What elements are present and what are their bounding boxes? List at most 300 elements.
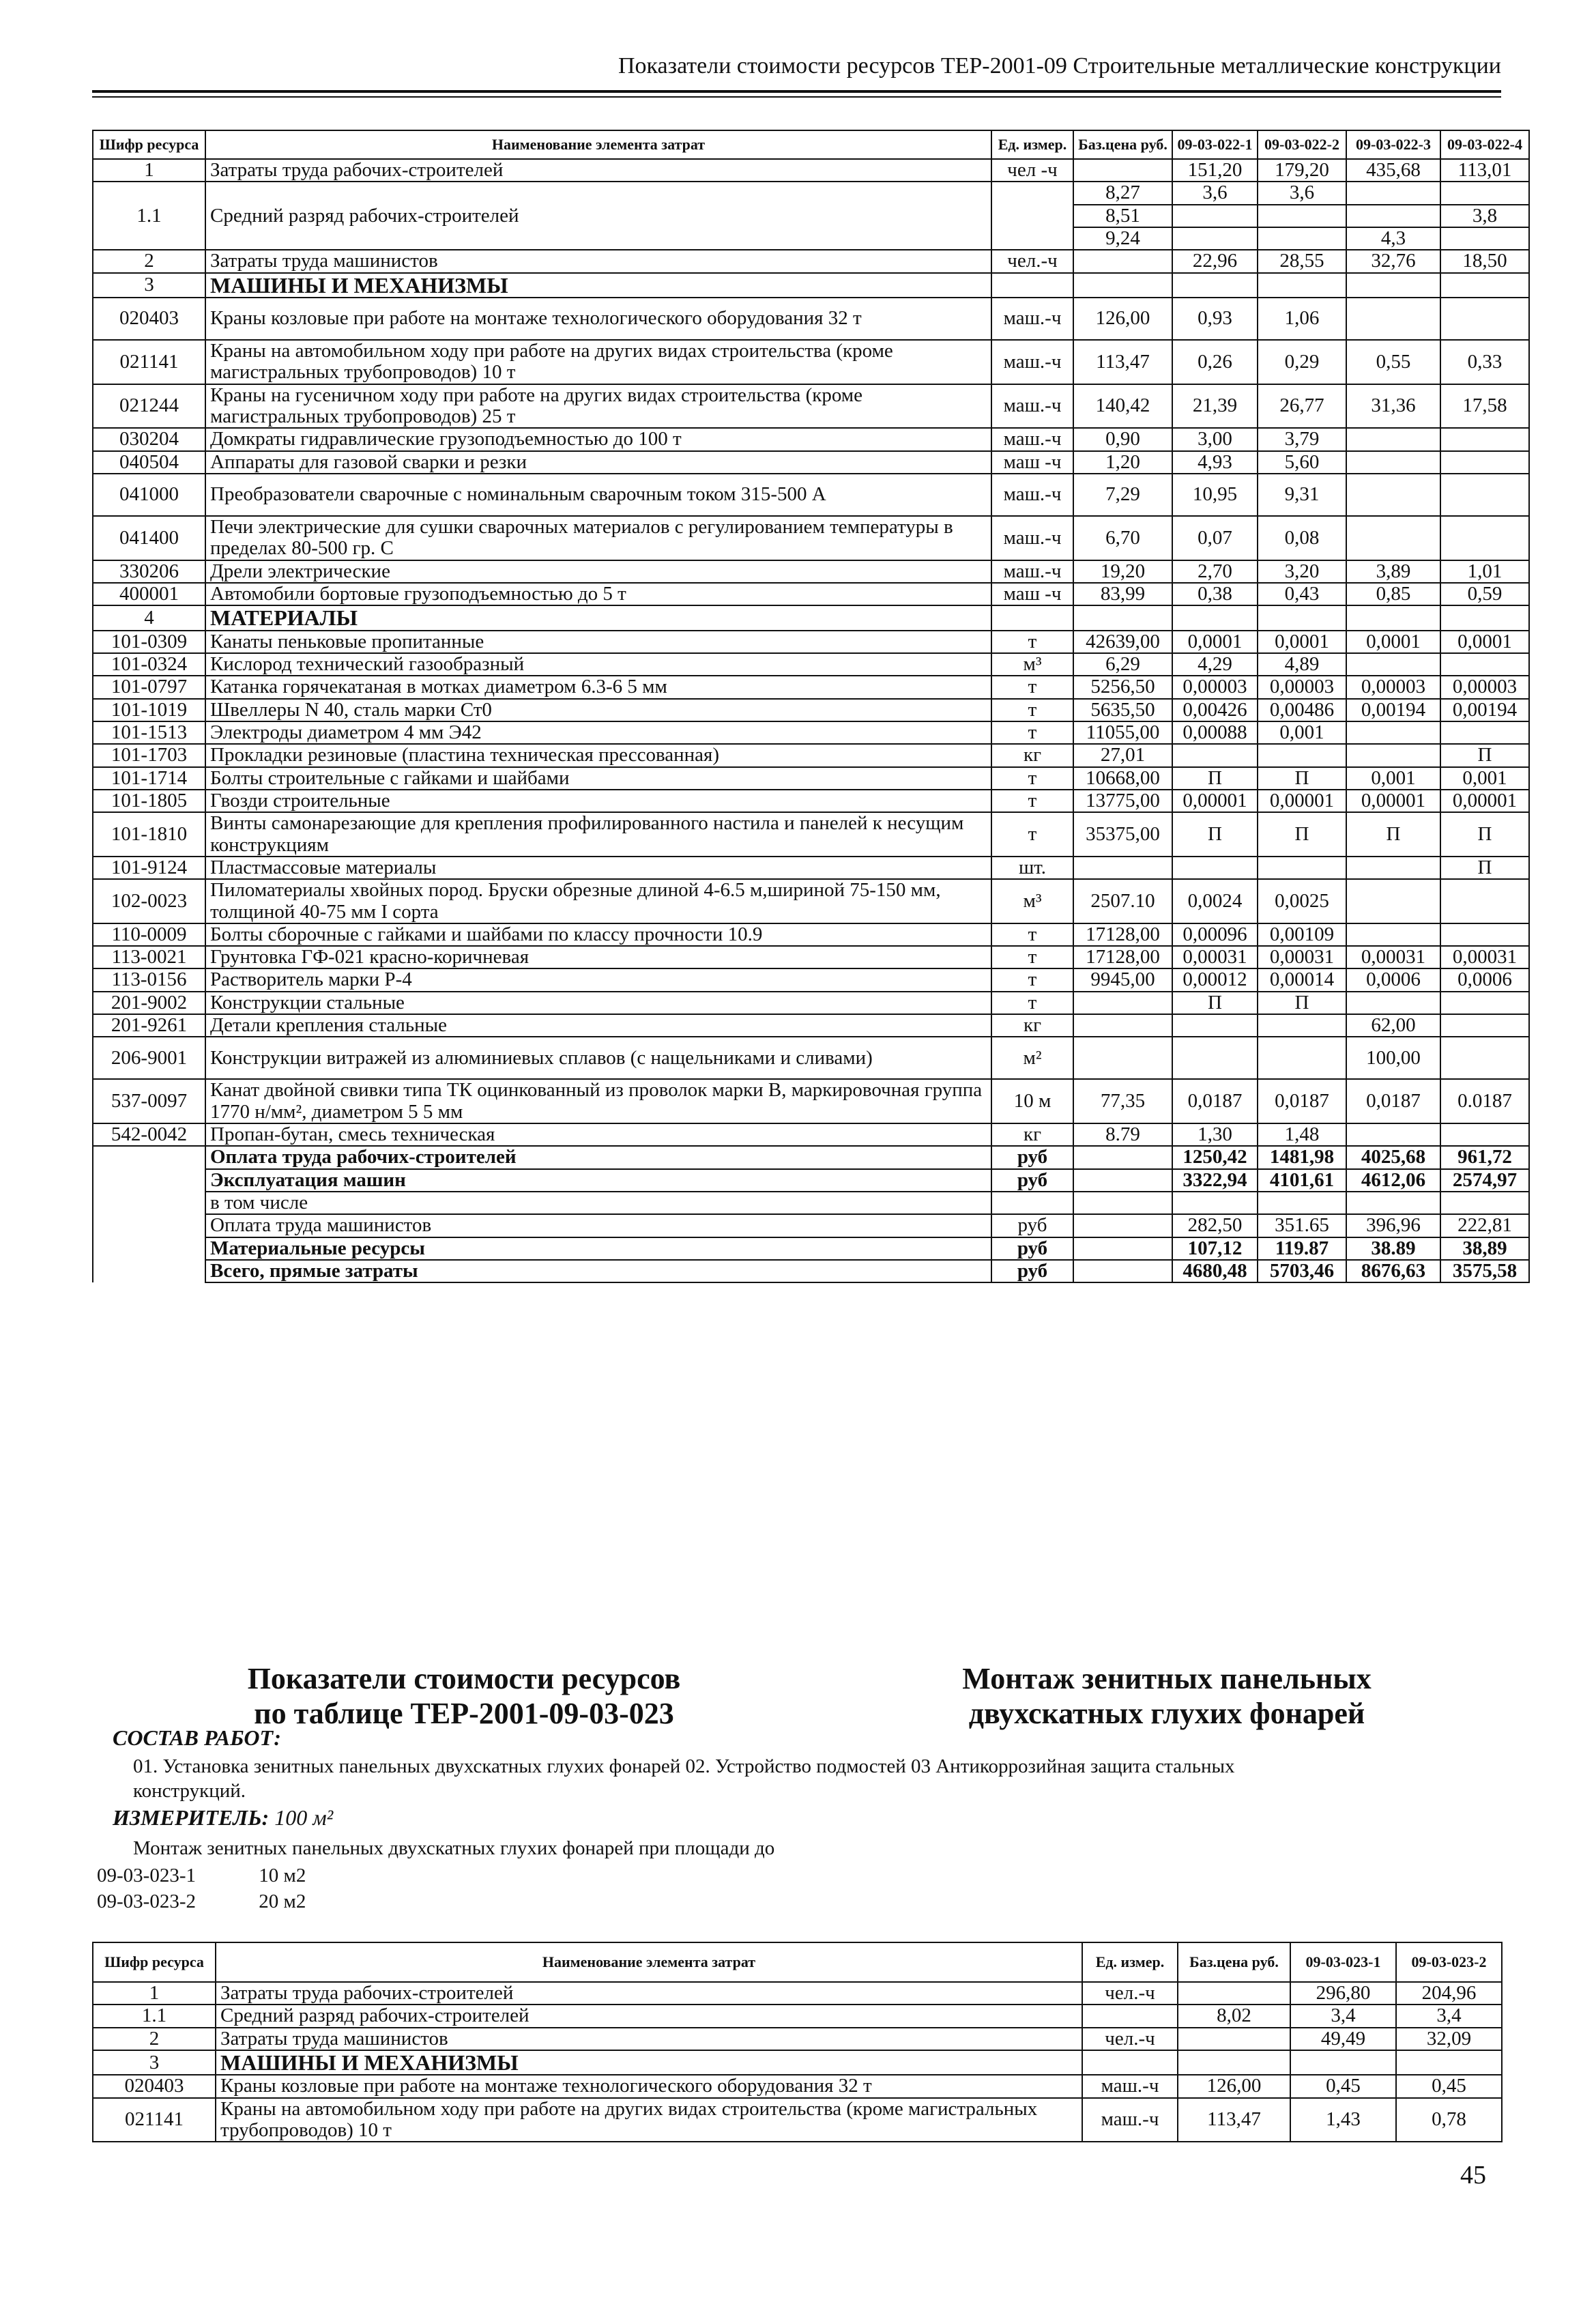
value-cell: 1481,98	[1258, 1146, 1346, 1168]
resource-code: 3	[93, 273, 205, 298]
value-cell	[1346, 516, 1440, 560]
resource-name: МАШИНЫ И МЕХАНИЗМЫ	[205, 273, 991, 298]
value-cell	[1073, 1192, 1172, 1214]
unit-cell: шт.	[991, 857, 1073, 879]
value-cell: П	[1172, 812, 1258, 857]
value-cell	[1258, 205, 1346, 227]
value-cell: 351.65	[1258, 1214, 1346, 1237]
table-header-cell: 09-03-022-2	[1258, 130, 1346, 159]
value-cell: 119.87	[1258, 1237, 1346, 1260]
resource-name: Краны на автомобильном ходу при работе на других видах строительства (кроме магистральных трубопроводов) 10 т	[205, 340, 991, 384]
resource-code: 101-1019	[93, 699, 205, 721]
value-cell: 4,89	[1258, 653, 1346, 676]
resource-name: Гвозди строительные	[205, 790, 991, 812]
value-cell	[1073, 250, 1172, 272]
value-cell	[1172, 273, 1258, 298]
value-cell	[1172, 1037, 1258, 1079]
value-cell	[1073, 159, 1172, 182]
resource-code: 537-0097	[93, 1079, 205, 1123]
value-cell: П	[1172, 992, 1258, 1014]
value-cell: 0,0001	[1172, 631, 1258, 653]
value-cell: 0,08	[1258, 516, 1346, 560]
table-row	[93, 946, 1529, 968]
meter-line	[113, 1805, 333, 1830]
resource-code: 041000	[93, 474, 205, 516]
blank-cell	[93, 1146, 205, 1168]
value-cell	[1073, 1146, 1172, 1168]
table-row	[93, 1982, 1502, 2005]
meter-label: ИЗМЕРИТЕЛЬ:	[113, 1805, 270, 1830]
unit-cell: маш -ч	[991, 451, 1073, 474]
value-cell	[1258, 1037, 1346, 1079]
unit-cell: т	[991, 923, 1073, 946]
value-cell: 1,01	[1440, 560, 1529, 583]
value-cell	[1258, 857, 1346, 879]
value-cell: 3,20	[1258, 560, 1346, 583]
unit-cell: маш.-ч	[991, 340, 1073, 384]
value-cell	[1346, 451, 1440, 474]
resource-name: Детали крепления стальные	[205, 1014, 991, 1037]
unit-cell: руб	[991, 1146, 1073, 1168]
total-label: Всего, прямые затраты	[205, 1260, 991, 1282]
value-cell: 0,00031	[1346, 946, 1440, 968]
value-cell: 5,60	[1258, 451, 1346, 474]
resource-code: 102-0023	[93, 879, 205, 923]
blank-cell	[93, 1192, 205, 1214]
table-header-cell: Шифр ресурса	[93, 1942, 216, 1982]
unit-cell	[991, 273, 1073, 298]
table-header-cell: Наименование элемента затрат	[205, 130, 991, 159]
unit-cell: маш.-ч	[991, 298, 1073, 340]
works-text	[133, 1754, 1498, 1804]
value-cell: 3,79	[1258, 428, 1346, 450]
unit-cell: кг	[991, 744, 1073, 766]
table-row	[93, 653, 1529, 676]
value-cell: 1,30	[1172, 1123, 1258, 1146]
resource-code: 1	[93, 1982, 216, 2005]
resource-name: Дрели электрические	[205, 560, 991, 583]
value-cell	[1073, 1237, 1172, 1260]
unit-cell: м³	[991, 653, 1073, 676]
resource-name: Аппараты для газовой сварки и резки	[205, 451, 991, 474]
value-cell	[1440, 227, 1529, 250]
resource-code: 542-0042	[93, 1123, 205, 1146]
unit-cell: маш.-ч	[991, 474, 1073, 516]
table-row	[93, 721, 1529, 744]
value-cell: 0,001	[1346, 767, 1440, 790]
table-header-cell: 09-03-022-1	[1172, 130, 1258, 159]
value-cell	[1440, 273, 1529, 298]
unit-cell: маш.-ч	[991, 428, 1073, 450]
resource-name: Прокладки резиновые (пластина техническая прессованная)	[205, 744, 991, 766]
value-cell: П	[1346, 812, 1440, 857]
table-row	[93, 767, 1529, 790]
value-cell: 282,50	[1172, 1214, 1258, 1237]
variant-code: 09-03-023-1	[97, 1865, 196, 1886]
value-cell: 0,00109	[1258, 923, 1346, 946]
value-cell	[1258, 273, 1346, 298]
resource-code: 113-0156	[93, 968, 205, 991]
blank-cell	[93, 1169, 205, 1192]
variant-value: 10 м2	[259, 1865, 306, 1886]
works-text-line2: конструкций.	[133, 1780, 246, 1802]
resource-name: Болты сборочные с гайками и шайбами по классу прочности 10.9	[205, 923, 991, 946]
unit-cell: т	[991, 767, 1073, 790]
value-cell: 0,29	[1258, 340, 1346, 384]
value-cell: 0,38	[1172, 583, 1258, 605]
unit-cell	[1082, 2050, 1178, 2075]
resource-code: 101-0309	[93, 631, 205, 653]
value-cell	[1346, 182, 1440, 204]
value-cell: 62,00	[1346, 1014, 1440, 1037]
resource-name: Краны козловые при работе на монтаже технологического оборудования 32 т	[205, 298, 991, 340]
value-cell: 0,00012	[1172, 968, 1258, 991]
resource-code: 101-1714	[93, 767, 205, 790]
value-cell: 0,00096	[1172, 923, 1258, 946]
value-cell	[1346, 1192, 1440, 1214]
value-cell: 17,58	[1440, 384, 1529, 429]
resource-code: 101-1805	[93, 790, 205, 812]
resource-name: Конструкции стальные	[205, 992, 991, 1014]
total-row	[93, 1192, 1529, 1214]
value-cell	[1073, 857, 1172, 879]
resource-code: 040504	[93, 451, 205, 474]
unit-cell	[991, 182, 1073, 250]
value-cell	[1346, 205, 1440, 227]
value-cell: 3,8	[1440, 205, 1529, 227]
unit-cell: чел.-ч	[991, 250, 1073, 272]
value-cell: 0,00001	[1172, 790, 1258, 812]
table-row	[93, 1037, 1529, 1079]
value-cell: 0,00486	[1258, 699, 1346, 721]
value-cell: 35375,00	[1073, 812, 1172, 857]
value-cell: 4680,48	[1172, 1260, 1258, 1282]
resource-code: 1.1	[93, 2005, 216, 2027]
resource-name: Канат двойной свивки типа ТК оцинкованный из проволок марки В, маркировочная группа 1770 н/мм², диаметром 5 5 мм	[205, 1079, 991, 1123]
table-row	[93, 2075, 1502, 2097]
resource-name: Болты строительные с гайками и шайбами	[205, 767, 991, 790]
unit-cell: маш -ч	[991, 583, 1073, 605]
table-row	[93, 384, 1529, 429]
value-cell: 0,0001	[1258, 631, 1346, 653]
table-row	[93, 273, 1529, 298]
total-label: Оплата труда машинистов	[205, 1214, 991, 1237]
value-cell: 38,89	[1440, 1237, 1529, 1260]
resource-name: МАШИНЫ И МЕХАНИЗМЫ	[216, 2050, 1082, 2075]
value-cell: 126,00	[1178, 2075, 1290, 2097]
value-cell	[1346, 474, 1440, 516]
value-cell: 18,50	[1440, 250, 1529, 272]
table-row	[93, 451, 1529, 474]
value-cell: 3,4	[1396, 2005, 1502, 2027]
page-number: 45	[1460, 2161, 1486, 2189]
value-cell: 0,0024	[1172, 879, 1258, 923]
total-row	[93, 1260, 1529, 1282]
unit-cell: 10 м	[991, 1079, 1073, 1123]
value-cell	[1172, 1014, 1258, 1037]
blank-cell	[93, 1214, 205, 1237]
table-header-cell: 09-03-023-2	[1396, 1942, 1502, 1982]
value-cell: 77,35	[1073, 1079, 1172, 1123]
table-row	[93, 560, 1529, 583]
value-cell: 3,00	[1172, 428, 1258, 450]
value-cell: 4612,06	[1346, 1169, 1440, 1192]
value-cell: 13775,00	[1073, 790, 1172, 812]
value-cell: 5703,46	[1258, 1260, 1346, 1282]
unit-cell: т	[991, 721, 1073, 744]
unit-cell: т	[991, 812, 1073, 857]
value-cell: 17128,00	[1073, 946, 1172, 968]
table-row	[93, 1014, 1529, 1037]
value-cell	[1346, 721, 1440, 744]
value-cell: 0,93	[1172, 298, 1258, 340]
value-cell: 0,85	[1346, 583, 1440, 605]
resource-name: Автомобили бортовые грузоподъемностью до 5 т	[205, 583, 991, 605]
resource-code: 206-9001	[93, 1037, 205, 1079]
value-cell: П	[1258, 992, 1346, 1014]
resource-name: Пиломатериалы хвойных пород. Бруски обрезные длиной 4-6.5 м,шириной 75-150 мм, толщиной 40-75 мм I сорта	[205, 879, 991, 923]
value-cell: 0,45	[1396, 2075, 1502, 2097]
value-cell: 8,51	[1073, 205, 1172, 227]
section-title-right-line1: Монтаж зенитных панельных	[962, 1662, 1372, 1695]
value-cell: 0,45	[1290, 2075, 1396, 2097]
variant-line	[97, 1889, 306, 1914]
value-cell	[1440, 428, 1529, 450]
unit-cell: руб	[991, 1169, 1073, 1192]
value-cell: 0,00003	[1172, 676, 1258, 698]
works-label: СОСТАВ РАБОТ:	[113, 1725, 281, 1750]
value-cell: 3575,58	[1440, 1260, 1529, 1282]
value-cell	[1172, 205, 1258, 227]
value-cell: 0,33	[1440, 340, 1529, 384]
value-cell: П	[1440, 744, 1529, 766]
value-cell: 0,0187	[1258, 1079, 1346, 1123]
header-rule	[92, 90, 1501, 93]
table-row	[93, 250, 1529, 272]
value-cell	[1346, 857, 1440, 879]
resource-code: 4	[93, 605, 205, 631]
value-cell: 6,29	[1073, 653, 1172, 676]
table-row	[93, 992, 1529, 1014]
value-cell: 396,96	[1346, 1214, 1440, 1237]
unit-cell: маш.-ч	[1082, 2075, 1178, 2097]
value-cell: 204,96	[1396, 1982, 1502, 2005]
table-header-cell: Баз.цена руб.	[1073, 130, 1172, 159]
resource-name: Краны козловые при работе на монтаже технологического оборудования 32 т	[216, 2075, 1082, 2097]
value-cell: 27,01	[1073, 744, 1172, 766]
table-row	[93, 474, 1529, 516]
value-cell: 0,0187	[1172, 1079, 1258, 1123]
value-cell: 296,80	[1290, 1982, 1396, 2005]
unit-cell	[991, 605, 1073, 631]
value-cell: 38.89	[1346, 1237, 1440, 1260]
resource-code: 101-0324	[93, 653, 205, 676]
total-label: Эксплуатация машин	[205, 1169, 991, 1192]
value-cell: 6,70	[1073, 516, 1172, 560]
value-cell	[1073, 1037, 1172, 1079]
table-row	[93, 790, 1529, 812]
resource-table-022	[92, 130, 1530, 1283]
value-cell: 0,59	[1440, 583, 1529, 605]
value-cell: 5635,50	[1073, 699, 1172, 721]
value-cell	[1440, 923, 1529, 946]
value-cell: 0,0025	[1258, 879, 1346, 923]
desc-text: Монтаж зенитных панельных двухскатных глухих фонарей при площади до	[133, 1837, 775, 1859]
value-cell: 7,29	[1073, 474, 1172, 516]
value-cell	[1258, 1192, 1346, 1214]
table-row	[93, 631, 1529, 653]
value-cell: 9945,00	[1073, 968, 1172, 991]
table-row	[93, 428, 1529, 450]
unit-cell: т	[991, 699, 1073, 721]
table-row	[93, 2005, 1502, 2027]
table-header-cell: 09-03-022-3	[1346, 130, 1440, 159]
unit-cell: маш.-ч	[1082, 2098, 1178, 2142]
total-row	[93, 1169, 1529, 1192]
unit-cell: т	[991, 946, 1073, 968]
unit-cell: т	[991, 992, 1073, 1014]
resource-code: 021244	[93, 384, 205, 429]
value-cell: 1,06	[1258, 298, 1346, 340]
total-label: Материальные ресурсы	[205, 1237, 991, 1260]
value-cell: 0,26	[1172, 340, 1258, 384]
value-cell	[1073, 605, 1172, 631]
resource-code: 113-0021	[93, 946, 205, 968]
value-cell: 4,3	[1346, 227, 1440, 250]
value-cell: 31,36	[1346, 384, 1440, 429]
table-row	[93, 583, 1529, 605]
value-cell: 179,20	[1258, 159, 1346, 182]
table-row	[93, 968, 1529, 991]
value-cell: П	[1258, 767, 1346, 790]
resource-name: Домкраты гидравлические грузоподъемностью до 100 т	[205, 428, 991, 450]
value-cell: 0,0001	[1346, 631, 1440, 653]
table-header-row	[93, 130, 1529, 159]
value-cell: 3,89	[1346, 560, 1440, 583]
value-cell: 0,001	[1440, 767, 1529, 790]
value-cell: 0,00031	[1440, 946, 1529, 968]
meter-value: 100 м²	[274, 1805, 334, 1830]
table-row	[93, 340, 1529, 384]
value-cell	[1290, 2050, 1396, 2075]
value-cell: 113,47	[1073, 340, 1172, 384]
resource-name: Затраты труда машинистов	[216, 2028, 1082, 2050]
section-title-left	[225, 1662, 703, 1731]
resource-code: 1.1	[93, 182, 205, 250]
resource-name: Краны на автомобильном ходу при работе на других видах строительства (кроме магистральных трубопроводов) 10 т	[216, 2098, 1082, 2142]
value-cell	[1440, 653, 1529, 676]
resource-name: Печи электрические для сушки сварочных материалов с регулированием температуры в пределах 80-500 гр. С	[205, 516, 991, 560]
resource-code: 021141	[93, 340, 205, 384]
value-cell: 0,00003	[1346, 676, 1440, 698]
value-cell: 28,55	[1258, 250, 1346, 272]
resource-name: МАТЕРИАЛЫ	[205, 605, 991, 631]
value-cell	[1346, 273, 1440, 298]
value-cell	[1440, 605, 1529, 631]
value-cell: 49,49	[1290, 2028, 1396, 2050]
value-cell	[1346, 428, 1440, 450]
variant-value: 20 м2	[259, 1891, 306, 1912]
resource-code: 030204	[93, 428, 205, 450]
header-rule-thin	[92, 96, 1501, 98]
value-cell: 3322,94	[1172, 1169, 1258, 1192]
table-row	[93, 605, 1529, 631]
value-cell	[1346, 605, 1440, 631]
unit-cell	[991, 1192, 1073, 1214]
value-cell: 10668,00	[1073, 767, 1172, 790]
value-cell	[1178, 2050, 1290, 2075]
resource-code: 2	[93, 2028, 216, 2050]
table-row	[93, 2050, 1502, 2075]
value-cell	[1172, 1192, 1258, 1214]
value-cell: 3,4	[1290, 2005, 1396, 2027]
unit-cell: кг	[991, 1123, 1073, 1146]
value-cell: 0,78	[1396, 2098, 1502, 2142]
value-cell	[1073, 1214, 1172, 1237]
value-cell	[1172, 857, 1258, 879]
page-header: Показатели стоимости ресурсов ТЕР-2001-09 Строительные металлические конструкции	[618, 53, 1501, 78]
table-header-cell: 09-03-022-4	[1440, 130, 1529, 159]
table-row	[93, 744, 1529, 766]
unit-cell	[1082, 2005, 1178, 2027]
value-cell	[1440, 1192, 1529, 1214]
resource-name: Затраты труда машинистов	[205, 250, 991, 272]
value-cell	[1440, 474, 1529, 516]
unit-cell: маш.-ч	[991, 516, 1073, 560]
value-cell	[1172, 227, 1258, 250]
value-cell: 0,00031	[1172, 946, 1258, 968]
table-row	[93, 2028, 1502, 2050]
value-cell: 2,70	[1172, 560, 1258, 583]
resource-name: Средний разряд рабочих-строителей	[205, 182, 991, 250]
value-cell: 9,31	[1258, 474, 1346, 516]
resource-name: Канаты пеньковые пропитанные	[205, 631, 991, 653]
total-row	[93, 1214, 1529, 1237]
blank-cell	[93, 1260, 205, 1282]
value-cell	[1440, 1123, 1529, 1146]
resource-code: 3	[93, 2050, 216, 2075]
table-header-cell: Шифр ресурса	[93, 130, 205, 159]
value-cell	[1440, 1037, 1529, 1079]
resource-name: Кислород технический газообразный	[205, 653, 991, 676]
unit-cell: м²	[991, 1037, 1073, 1079]
table-row	[93, 923, 1529, 946]
value-cell	[1073, 992, 1172, 1014]
value-cell	[1258, 605, 1346, 631]
value-cell: 2574,97	[1440, 1169, 1529, 1192]
value-cell: 0,00194	[1346, 699, 1440, 721]
value-cell: 113,47	[1178, 2098, 1290, 2142]
value-cell: П	[1440, 812, 1529, 857]
value-cell: 4101,61	[1258, 1169, 1346, 1192]
value-cell	[1440, 721, 1529, 744]
value-cell	[1346, 1123, 1440, 1146]
value-cell: 1,43	[1290, 2098, 1396, 2142]
value-cell: 19,20	[1073, 560, 1172, 583]
value-cell: 42639,00	[1073, 631, 1172, 653]
unit-cell: руб	[991, 1214, 1073, 1237]
value-cell: 4025,68	[1346, 1146, 1440, 1168]
value-cell: 22,96	[1172, 250, 1258, 272]
value-cell: 0,00003	[1440, 676, 1529, 698]
resource-code: 1	[93, 159, 205, 182]
value-cell: 0,90	[1073, 428, 1172, 450]
value-cell: 435,68	[1346, 159, 1440, 182]
value-cell: 11055,00	[1073, 721, 1172, 744]
unit-cell: чел -ч	[991, 159, 1073, 182]
value-cell	[1440, 451, 1529, 474]
total-label: в том числе	[205, 1192, 991, 1214]
